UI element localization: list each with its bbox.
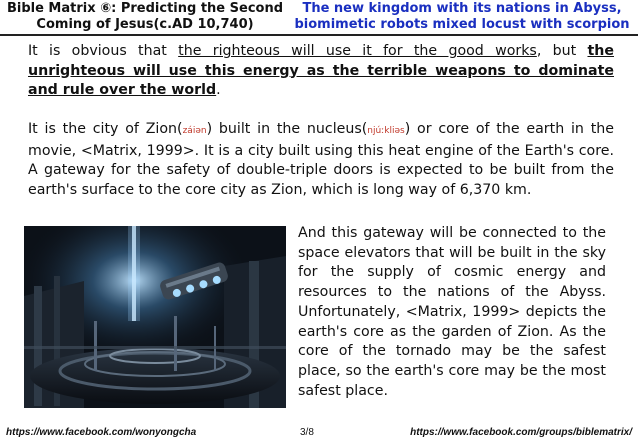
page-number: 3/8	[300, 427, 314, 438]
p2-text-c: ) or core of the earth in the movie, <Matrix, 1999>. It is a city built using this heat engine of the Earth's core. A gateway for the safety of double-triple doors is expected to be built from the earth's surface to the core city as Zion, which is long way of 6,370 km.	[28, 121, 614, 198]
header-divider	[0, 34, 638, 36]
p2-text-b: ) built in the nucleus(	[206, 121, 368, 137]
slide-footer	[0, 424, 638, 442]
zion-city-illustration-art	[24, 226, 286, 408]
p2-text-a: It is the city of Zion(	[28, 121, 183, 137]
p1-righteous-phrase: the righteous will use it for the good works	[178, 43, 537, 59]
p1-text-c: .	[216, 82, 221, 98]
side-paragraph: And this gateway will be connected to the space elevators that will be built in the sky for the supply of cosmic energy and resources to the nations of the Abyss. Unfortunately, <Matrix, 1999> depicts the earth's core as the garden of Zion. As the core of the tornado may be the safest place, so the earth's core may be the most safest place.	[298, 225, 606, 399]
footer-left-link[interactable]: https://www.facebook.com/wonyongcha	[6, 427, 197, 438]
slide-header	[0, 0, 638, 36]
zion-city-illustration	[24, 226, 286, 408]
p1-unrighteous-phrase: the unrighteous will use this energy as the terrible weapons to dominate and rule over the world	[28, 43, 614, 98]
zion-pronunciation: záiən	[182, 126, 207, 136]
p1-text-b: , but	[536, 43, 588, 59]
header-left-title: Bible Matrix ⑥: Predicting the Second Coming of Jesus(c.AD 10,740)	[6, 1, 284, 32]
nucleus-pronunciation: njúːkliəs	[367, 126, 405, 136]
paragraph-1	[28, 42, 614, 101]
paragraph-2	[28, 120, 614, 200]
header-right-title: The new kingdom with its nations in Abyss, biomimetic robots mixed locust with scorpion	[294, 1, 630, 32]
footer-right-link[interactable]: https://www.facebook.com/groups/biblematrix/	[410, 427, 632, 438]
p1-text-a: It is obvious that	[28, 43, 179, 59]
